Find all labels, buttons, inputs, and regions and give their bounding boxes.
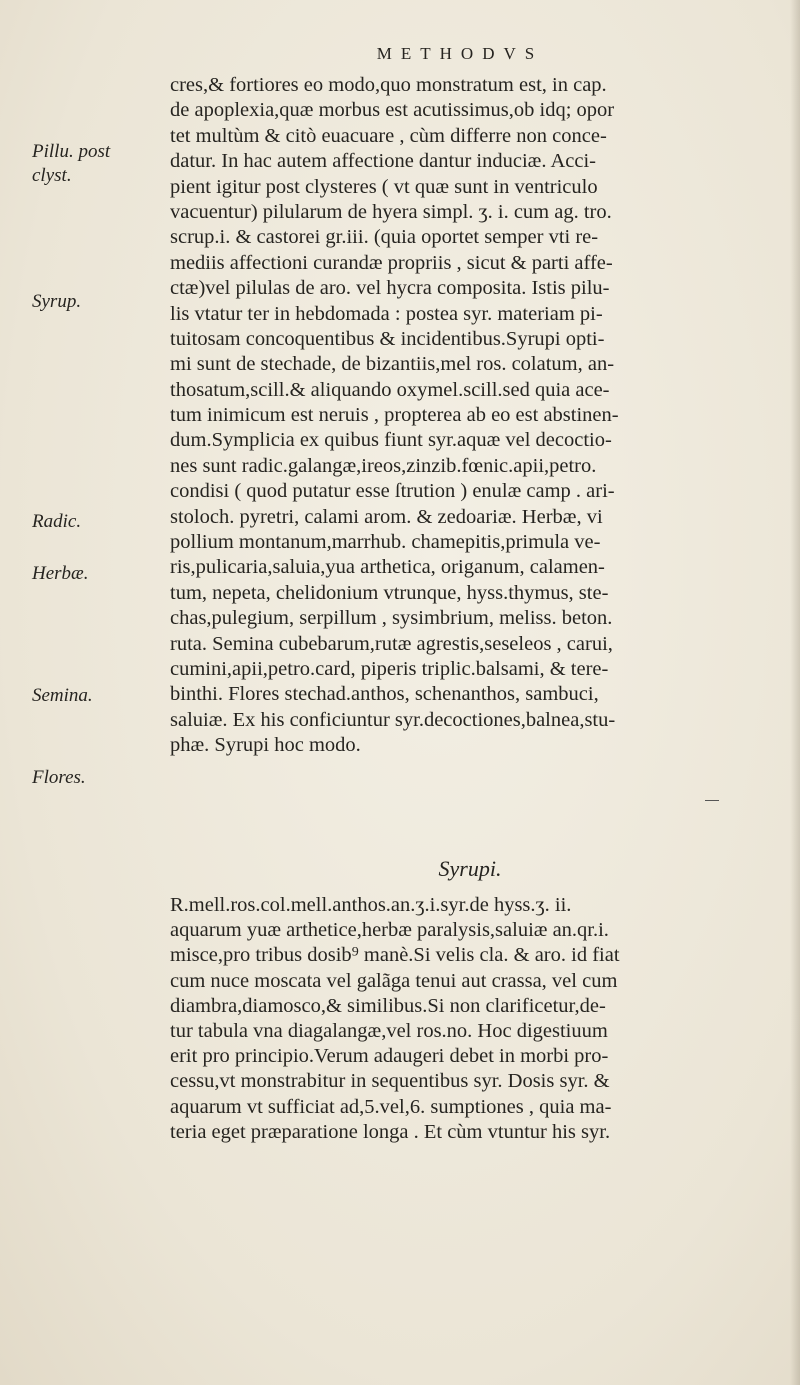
margin-note-pillu-post bbox=[32, 140, 142, 188]
margin-note-line: Flores. bbox=[32, 767, 86, 788]
text-line: thosatum,scill.& aliquando oxymel.scill.sed quia ace- bbox=[170, 378, 610, 401]
text-line: tum, nepeta, chelidonium vtrunque, hyss.thymus, ste- bbox=[170, 581, 609, 604]
margin-note-line: Herbæ. bbox=[32, 563, 89, 584]
text-line: pient igitur post clysteres ( vt quæ sunt in ventriculo bbox=[170, 175, 598, 198]
text-line: tet multùm & citò euacuare , cùm differre non conce- bbox=[170, 124, 607, 147]
text-line: cres,& fortiores eo modo,quo monstratum est, in cap. bbox=[170, 74, 607, 96]
rule-mark bbox=[705, 800, 719, 801]
text-line: mi sunt de stechade, de bizantiis,mel ros. colatum, an- bbox=[170, 353, 615, 376]
text-line: vacuentur) pilularum de hyera simpl. ʒ. i. cum ag. tro. bbox=[170, 200, 612, 223]
text-line: ris,pulicaria,saluia,yua arthetica, origanum, calamen- bbox=[170, 556, 605, 579]
body-text bbox=[170, 73, 770, 759]
margin-note-line: Semina. bbox=[32, 685, 93, 706]
text-line: scrup.i. & castorei gr.iii. (quia oportet semper vti re- bbox=[170, 226, 599, 249]
text-line: ruta. Semina cubebarum,rutæ agrestis,seseleos , carui, bbox=[170, 632, 613, 655]
running-head: METHODVS bbox=[376, 44, 544, 63]
text-line: condisi ( quod putatur esse ſtrution ) enulæ camp . ari- bbox=[170, 480, 615, 503]
text-line: stoloch. pyretri, calami arom. & zedoariæ. Herbæ, vi bbox=[170, 505, 603, 528]
text-line: dum.Symplicia ex quibus fiunt syr.aquæ vel decoctio- bbox=[170, 429, 612, 452]
margin-note-syrup bbox=[32, 290, 142, 314]
text-line: tuitosam concoquentibus & incidentibus.Syrupi opti- bbox=[170, 327, 605, 350]
text-line: R.mell.ros.col.mell.anthos.an.ʒ.i.syr.de hyss.ʒ. ii. bbox=[170, 894, 572, 916]
text-line: cessu,vt monstrabitur in sequentibus syr. Dosis syr. & bbox=[170, 1070, 610, 1093]
text-line: binthi. Flores stechad.anthos, schenanthos, sambuci, bbox=[170, 683, 599, 706]
text-line: chas,pulegium, serpillum , sysimbrium, meliss. beton. bbox=[170, 607, 613, 630]
margin-note-line: clyst. bbox=[32, 165, 72, 186]
text-line: mediis affectioni curandæ propriis , sicut & parti affe- bbox=[170, 251, 613, 274]
margin-note-semina bbox=[32, 684, 142, 708]
recipe-heading: Syrupi. bbox=[438, 856, 502, 881]
text-line: erit pro principio.Verum adaugeri debet in morbi pro- bbox=[170, 1045, 609, 1068]
text-line: phæ. Syrupi hoc modo. bbox=[170, 734, 361, 757]
text-line: aquarum vt sufficiat ad,5.vel,6. sumptiones , quia ma- bbox=[170, 1095, 612, 1118]
text-line: aquarum yuæ arthetice,herbæ paralysis,saluiæ an.qr.i. bbox=[170, 919, 609, 942]
text-line: diambra,diamosco,& similibus.Si non clarificetur,de- bbox=[170, 994, 606, 1017]
text-line: teria eget præparatione longa . Et cùm vtuntur his syr. bbox=[170, 1120, 611, 1143]
margin-note-line: Radic. bbox=[32, 511, 82, 532]
margin-note-herbae bbox=[32, 562, 142, 586]
text-line: cumini,apii,petro.card, piperis triplic.balsami, & tere- bbox=[170, 657, 609, 680]
margin-note-line: Pillu. post bbox=[32, 141, 111, 162]
text-line: datur. In hac autem affectione dantur induciæ. Acci- bbox=[170, 150, 596, 173]
text-line: misce,pro tribus dosib⁹ manè.Si velis cla. & aro. id fiat bbox=[170, 944, 620, 967]
page-edge-shadow bbox=[790, 0, 800, 1385]
text-line: pollium montanum,marrhub. chamepitis,primula ve- bbox=[170, 531, 601, 554]
text-line: saluiæ. Ex his conficiuntur syr.decoctiones,balnea,stu- bbox=[170, 708, 616, 731]
text-line: cum nuce moscata vel galãga tenui aut crassa, vel cum bbox=[170, 969, 618, 992]
text-line: tur tabula vna diagalangæ,vel ros.no. Hoc digestiuum bbox=[170, 1019, 608, 1042]
text-line: lis vtatur ter in hebdomada : postea syr. materiam pi- bbox=[170, 302, 603, 325]
text-line: nes sunt radic.galangæ,ireos,zinzib.fœnic.apii,petro. bbox=[170, 454, 597, 477]
text-line: ctæ)vel pilulas de aro. vel hycra composita. Istis pilu- bbox=[170, 277, 610, 300]
recipe-text bbox=[170, 893, 770, 1145]
margin-note-radic bbox=[32, 510, 142, 534]
margin-note-flores bbox=[32, 766, 142, 790]
margin-note-line: Syrup. bbox=[32, 291, 82, 312]
text-line: tum inimicum est neruis , propterea ab eo est abstinen- bbox=[170, 404, 619, 427]
text-line: de apoplexia,quæ morbus est acutissimus,ob idq; opor bbox=[170, 99, 615, 122]
